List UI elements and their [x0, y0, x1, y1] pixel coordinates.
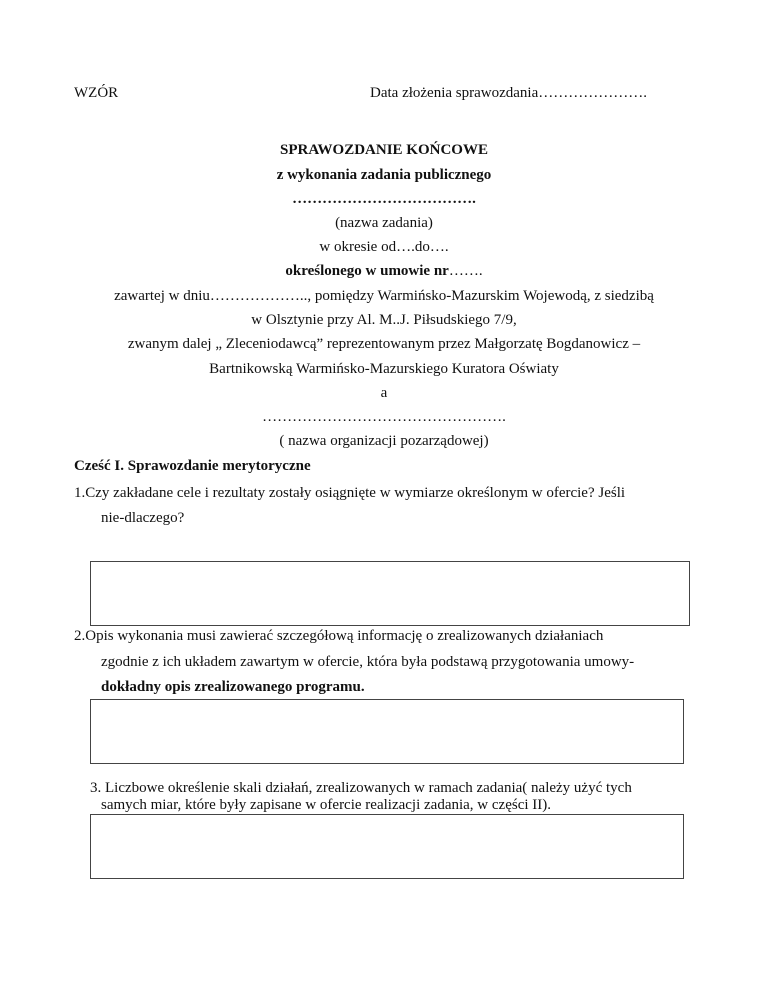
- template-label: WZÓR: [74, 85, 119, 101]
- contract-line: [0, 262, 768, 280]
- conjunction-a: a: [380, 385, 388, 401]
- address-line: w Olsztynie przy Al. M..J. Piłsudskiego 7/9,: [251, 312, 517, 328]
- question-2-line-3: dokładny opis zrealizowanego programu.: [101, 679, 365, 695]
- question-2-line-1: 2.Opis wykonania musi zawierać szczegółową informację o zrealizowanych działaniach: [74, 628, 604, 644]
- organization-name-placeholder: ………………………………………….: [262, 409, 506, 425]
- curator-line: Bartnikowską Warmińsko-Mazurskiego Kuratora Oświaty: [209, 361, 559, 377]
- question-1-line-1: 1.Czy zakładane cele i rezultaty zostały osiągnięte w wymiarze określonym w ofercie? Jeśli: [74, 485, 626, 501]
- question-1-line-2: nie-dlaczego?: [101, 510, 185, 526]
- part-one-heading: Cześć I. Sprawozdanie merytoryczne: [74, 458, 311, 474]
- question-3-line-2: samych miar, które były zapisane w ofercie realizacji zadania, w części II).: [101, 797, 551, 813]
- task-name-caption: (nazwa zadania): [335, 215, 433, 231]
- answer-box-3[interactable]: [90, 814, 684, 879]
- question-3-line-1: 3. Liczbowe określenie skali działań, zrealizowanych w ramach zadania( należy użyć tych: [90, 780, 632, 796]
- organization-name-caption: ( nazwa organizacji pozarządowej): [279, 433, 489, 449]
- named-line: zwanym dalej „ Zleceniodawcą” reprezentowanym przez Małgorzatę Bogdanowicz –: [127, 336, 641, 352]
- answer-box-1[interactable]: [90, 561, 690, 626]
- answer-box-2[interactable]: [90, 699, 684, 764]
- task-name-placeholder: ……………………………….: [292, 191, 476, 207]
- submission-date-label: Data złożenia sprawozdania………………….: [370, 85, 647, 101]
- report-title: SPRAWOZDANIE KOŃCOWE: [280, 142, 488, 158]
- period-line: w okresie od….do….: [319, 239, 449, 255]
- concluded-line: zawartej w dniu……………….., pomiędzy Warmińsko-Mazurskim Wojewodą, z siedzibą: [114, 288, 654, 304]
- contract-number-placeholder: …….: [448, 263, 483, 279]
- question-2-line-2: zgodnie z ich układem zawartym w ofercie, która była podstawą przygotowania umowy-: [101, 654, 635, 670]
- report-subtitle: z wykonania zadania publicznego: [276, 167, 492, 183]
- contract-label: określonego w umowie nr: [285, 263, 449, 279]
